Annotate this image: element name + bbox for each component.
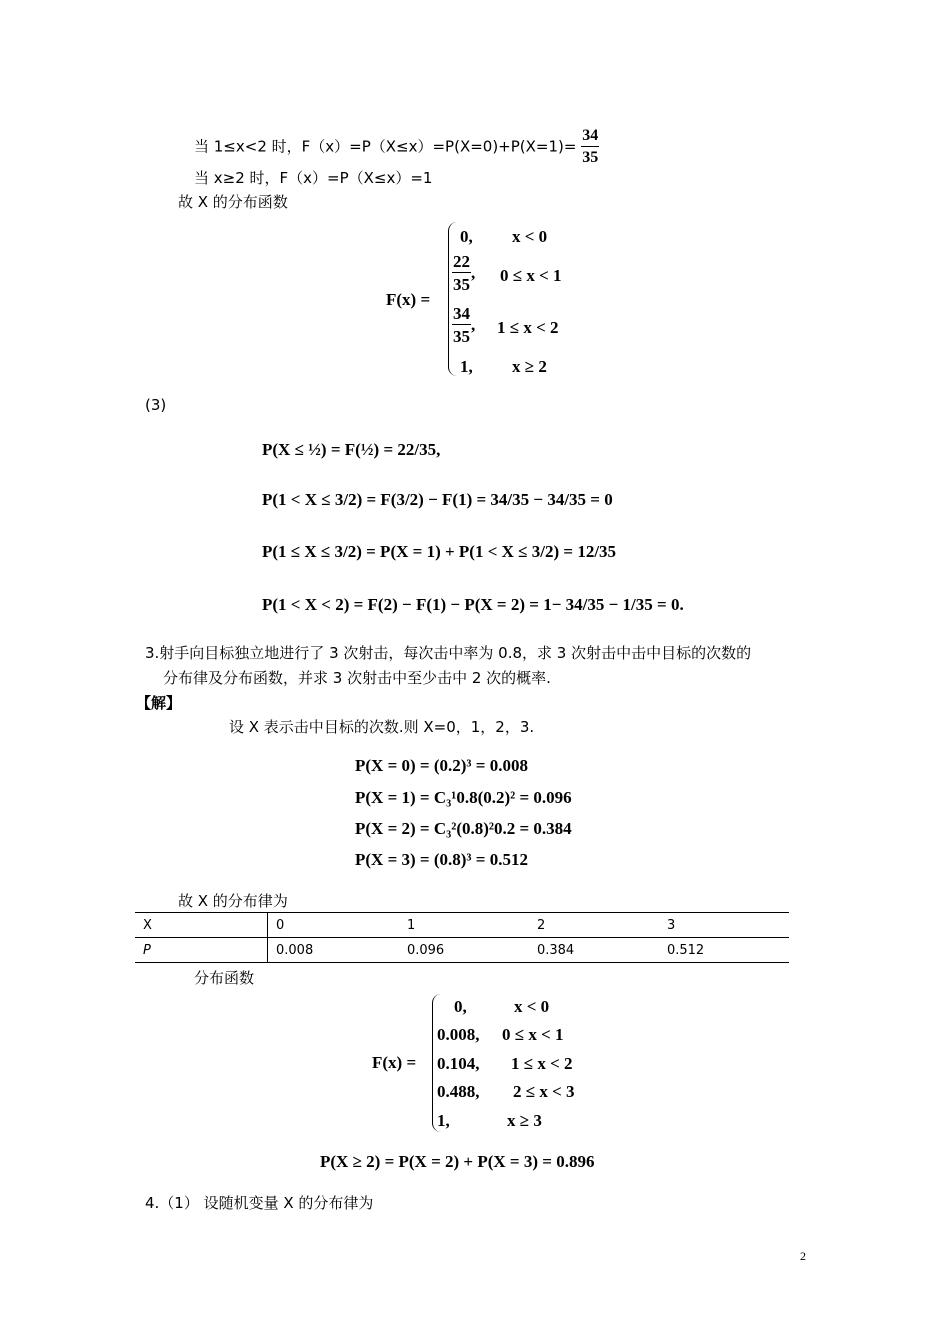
distribution-intro: 故 X 的分布律为 xyxy=(178,892,288,910)
cdf2-case1-cond: 0 ≤ x < 1 xyxy=(502,1025,564,1044)
cdf1-case3-value: 1, xyxy=(460,357,473,376)
cdf1-case1: $\frac{22}{35}$ , xyxy=(453,252,476,294)
part3-eq3: P(1 ≤ X ≤ 3/2) = P(X = 1) + P(1 < X ≤ 3/2) = 12/35 xyxy=(262,542,617,561)
cdf2-case0-value: 0, xyxy=(454,997,467,1016)
table-cell: 0.008 xyxy=(268,938,399,963)
cdf1-lhs: F(x) = xyxy=(386,290,431,309)
cdf2-intro: 分布函数 xyxy=(194,969,255,987)
cdf2-case3-value: 0.488, xyxy=(437,1082,480,1101)
table-cell: 3 xyxy=(659,913,789,938)
final-probability: P(X ≥ 2) = P(X = 2) + P(X = 3) = 0.896 xyxy=(320,1152,595,1171)
table-cell: 0 xyxy=(268,913,399,938)
cdf1-case3-cond: x ≥ 2 xyxy=(512,357,547,376)
problem3-setup: 设 X 表示击中目标的次数.则 X=0，1，2，3. xyxy=(229,718,535,736)
table-cell: 0.384 xyxy=(529,938,659,963)
cdf2-case3-cond: 2 ≤ x < 3 xyxy=(513,1082,575,1101)
part3-eq4: P(1 < X < 2) = F(2) − F(1) − P(X = 2) = 1− 34/35 − 1/35 = 0. xyxy=(262,595,684,614)
cdf2-case4-value: 1, xyxy=(437,1111,450,1130)
cdf1-brace xyxy=(448,222,457,376)
fraction-numerator: 34 xyxy=(581,128,599,147)
cdf2-case2-cond: 1 ≤ x < 2 xyxy=(511,1054,573,1073)
table-cell: 0.096 xyxy=(399,938,529,963)
fraction-numerator: 22 xyxy=(453,252,470,271)
cdf2-case0-cond: x < 0 xyxy=(514,997,550,1016)
table-cell: 2 xyxy=(529,913,659,938)
table-cell: P xyxy=(135,938,268,963)
fraction-denominator: 35 xyxy=(582,149,599,166)
table-cell: 1 xyxy=(399,913,529,938)
prob-x3: P(X = 3) = (0.8)³ = 0.512 xyxy=(355,850,528,869)
cdf1-case2-cond: 1 ≤ x < 2 xyxy=(497,318,559,337)
line-case-1-2 xyxy=(194,128,599,166)
cdf1-case2-frac xyxy=(452,305,471,345)
cdf2-case2-value: 0.104, xyxy=(437,1054,480,1073)
cdf1-case1-cond: 0 ≤ x < 1 xyxy=(500,266,562,285)
prob-x0: P(X = 0) = (0.2)³ = 0.008 xyxy=(355,756,528,775)
cdf2-case1-value: 0.008, xyxy=(437,1025,480,1044)
page-number: 2 xyxy=(800,1249,806,1263)
fraction-34-35 xyxy=(581,128,599,166)
part3-eq1: P(X ≤ ½) = F(½) = 22/35, xyxy=(262,440,441,459)
table-cell: 0.512 xyxy=(659,938,789,963)
table-cell: X xyxy=(135,913,268,938)
problem3-text-line1: 3.射手向目标独立地进行了 3 次射击，每次击中率为 0.8，求 3 次射击中击中目标的次数的 xyxy=(145,644,752,662)
line-case-1-2-text: 当 1≤x<2 时，F（x）=P（X≤x）=P(X=0)+P(X=1)= xyxy=(194,137,577,156)
part3-eq2: P(1 < X ≤ 3/2) = F(3/2) − F(1) = 34/35 − 34/35 = 0 xyxy=(262,490,613,509)
cdf1-case0-value: 0, xyxy=(460,227,473,246)
solution-tag: 【解】 xyxy=(136,694,182,712)
fraction-numerator: 34 xyxy=(453,304,470,323)
prob-x2: P(X = 2) = C₃²(0.8)²0.2 = 0.384 xyxy=(355,819,572,838)
distribution-table xyxy=(135,912,789,963)
problem4-text: 4.（1） 设随机变量 X 的分布律为 xyxy=(145,1194,374,1212)
prob-x1: P(X = 1) = C₃¹0.8(0.2)² = 0.096 xyxy=(355,788,572,807)
table-row xyxy=(135,913,789,938)
table-row xyxy=(135,938,789,963)
cdf2-case4-cond: x ≥ 3 xyxy=(507,1111,542,1130)
cdf2-lhs: F(x) = xyxy=(372,1053,417,1072)
cdf1-case1-frac xyxy=(452,253,471,293)
cdf1-case2: $\frac{34}{35}$ , xyxy=(453,304,476,346)
fraction-denominator: 35 xyxy=(453,275,470,294)
line-case-ge-2: 当 x≥2 时，F（x）=P（X≤x）=1 xyxy=(194,169,433,187)
cdf1-case0-cond: x < 0 xyxy=(512,227,548,246)
problem3-text-line2: 分布律及分布函数，并求 3 次射击中至少击中 2 次的概率. xyxy=(163,669,551,687)
fraction-denominator: 35 xyxy=(453,327,470,346)
part3-label: (3) xyxy=(145,396,167,414)
line-cdf-intro: 故 X 的分布函数 xyxy=(178,193,288,211)
